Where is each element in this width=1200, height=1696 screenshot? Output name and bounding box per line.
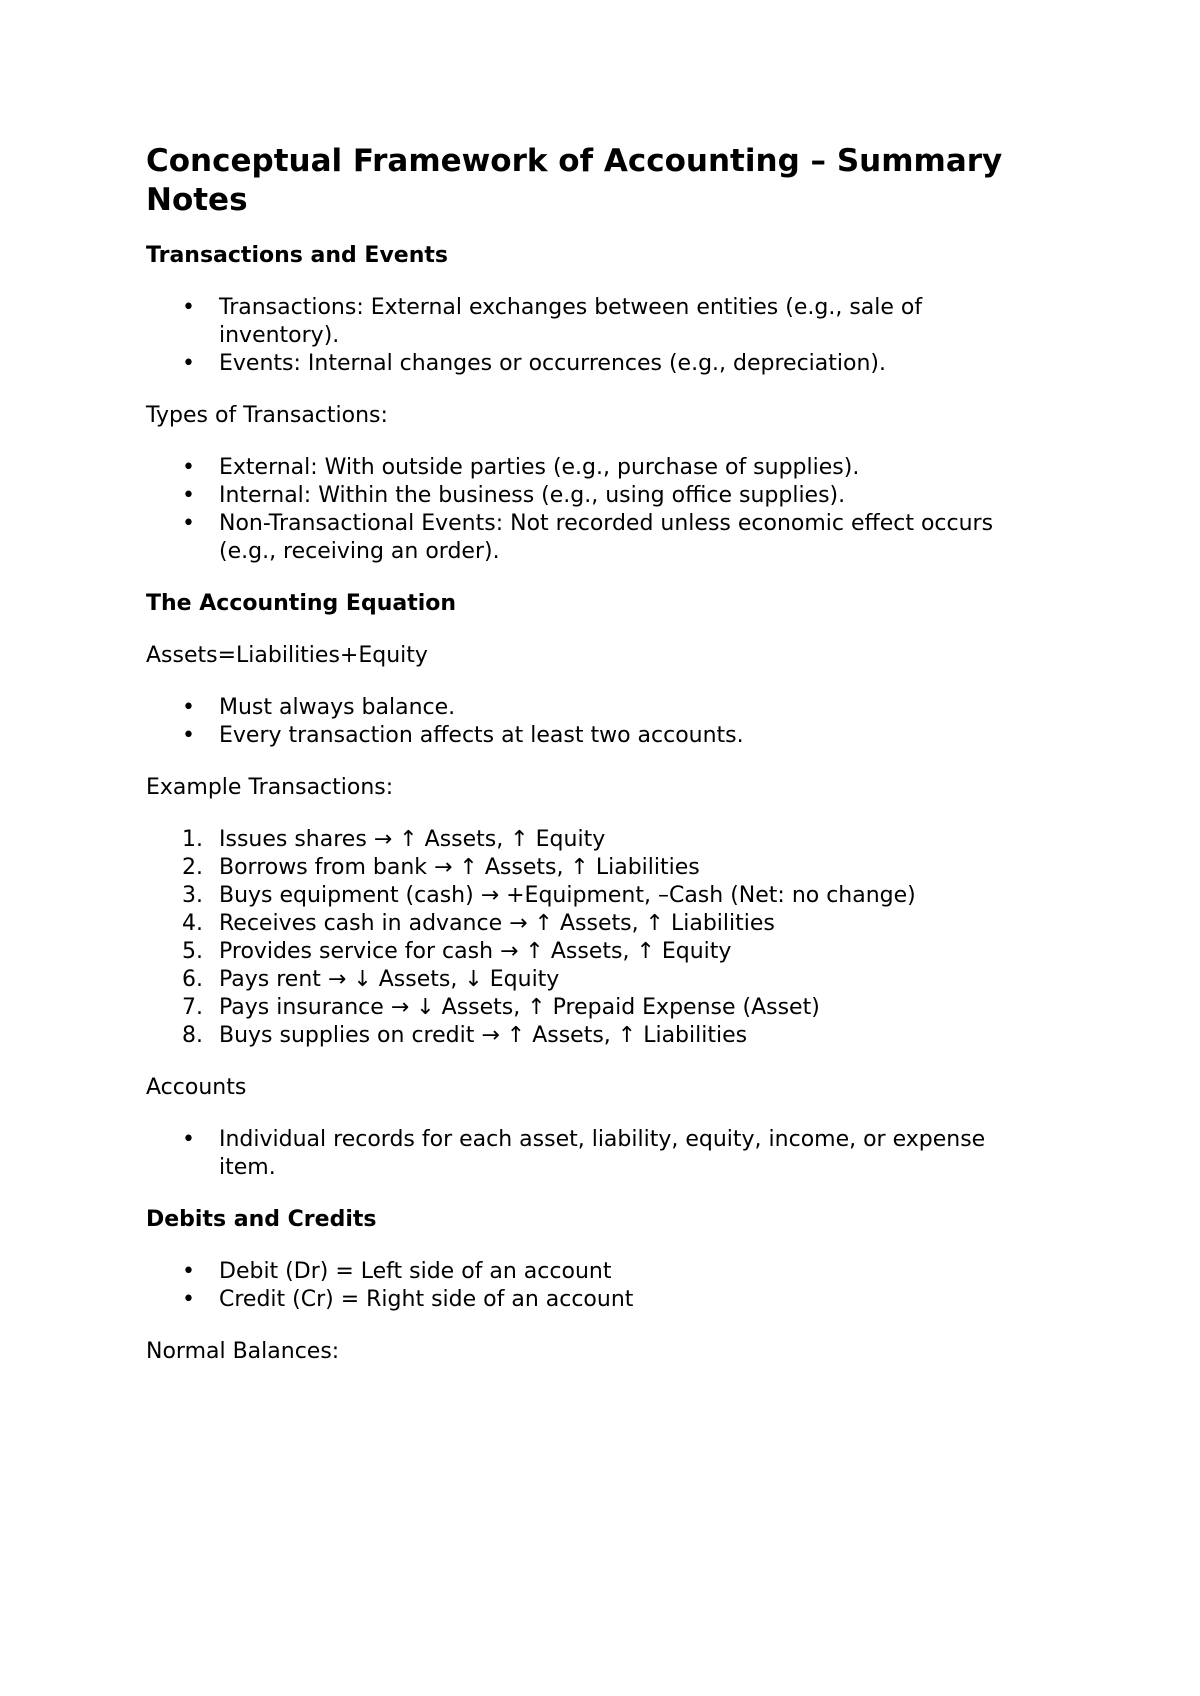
list-item: • Credit (Cr) = Right side of an account [146, 1286, 1006, 1314]
item-number: 4. [182, 911, 203, 936]
item-number: 1. [182, 827, 203, 852]
section-heading-accounting-equation: The Accounting Equation [146, 591, 457, 616]
debits-credits-list [146, 1258, 1080, 1314]
item-text: Pays rent → ↓ Assets, ↓ Equity [219, 967, 560, 992]
item-text: Receives cash in advance → ↑ Assets, ↑ Liabilities [219, 911, 775, 936]
list-item: • External: With outside parties (e.g., purchase of supplies). [146, 454, 1006, 482]
item-number: 6. [182, 967, 203, 992]
numbered-item [146, 910, 1006, 938]
list-item: • Non-Transactional Events: Not recorded unless economic effect occurs (e.g., receiving an order). [146, 510, 1006, 566]
item-number: 5. [182, 939, 203, 964]
list-item: • Must always balance. [146, 694, 1006, 722]
accounting-equation: Assets=Liabilities+Equity [146, 643, 428, 668]
item-text: Borrows from bank → ↑ Assets, ↑ Liabilities [219, 855, 700, 880]
normal-balances-label: Normal Balances: [146, 1339, 340, 1364]
item-number: 7. [182, 995, 203, 1020]
section-heading-transactions-events: Transactions and Events [146, 243, 448, 268]
item-text: Issues shares → ↑ Assets, ↑ Equity [219, 827, 606, 852]
types-of-transactions-label: Types of Transactions: [146, 403, 388, 428]
item-text: Pays insurance → ↓ Assets, ↑ Prepaid Expense (Asset) [219, 995, 820, 1020]
list-item: • Debit (Dr) = Left side of an account [146, 1258, 1006, 1286]
item-text: Buys equipment (cash) → +Equipment, –Cash (Net: no change) [219, 883, 916, 908]
numbered-item [146, 1022, 1006, 1050]
page-title: Conceptual Framework of Accounting – Summary Notes [146, 143, 1003, 218]
numbered-item [146, 938, 1006, 966]
numbered-item [146, 966, 1006, 994]
numbered-item [146, 882, 1006, 910]
accounts-label: Accounts [146, 1075, 247, 1100]
transactions-events-list [146, 294, 1080, 378]
numbered-item [146, 826, 1006, 854]
item-text: Buys supplies on credit → ↑ Assets, ↑ Liabilities [219, 1023, 748, 1048]
item-number: 8. [182, 1023, 203, 1048]
example-transactions-label: Example Transactions: [146, 775, 394, 800]
list-item: • Every transaction affects at least two accounts. [146, 722, 1006, 750]
list-item: • Internal: Within the business (e.g., using office supplies). [146, 482, 1006, 510]
list-item: • Transactions: External exchanges between entities (e.g., sale of inventory). [146, 294, 1006, 350]
list-item: • Events: Internal changes or occurrences (e.g., depreciation). [146, 350, 1006, 378]
example-transactions-list [146, 826, 1080, 1050]
item-text: Provides service for cash → ↑ Assets, ↑ Equity [219, 939, 732, 964]
item-number: 3. [182, 883, 203, 908]
accounts-list [146, 1126, 1080, 1182]
section-heading-debits-credits: Debits and Credits [146, 1207, 377, 1232]
list-item: • Individual records for each asset, liability, equity, income, or expense item. [146, 1126, 1006, 1182]
numbered-item [146, 994, 1006, 1022]
equation-rules-list [146, 694, 1080, 750]
numbered-item [146, 854, 1006, 882]
item-number: 2. [182, 855, 203, 880]
transaction-types-list [146, 454, 1080, 566]
